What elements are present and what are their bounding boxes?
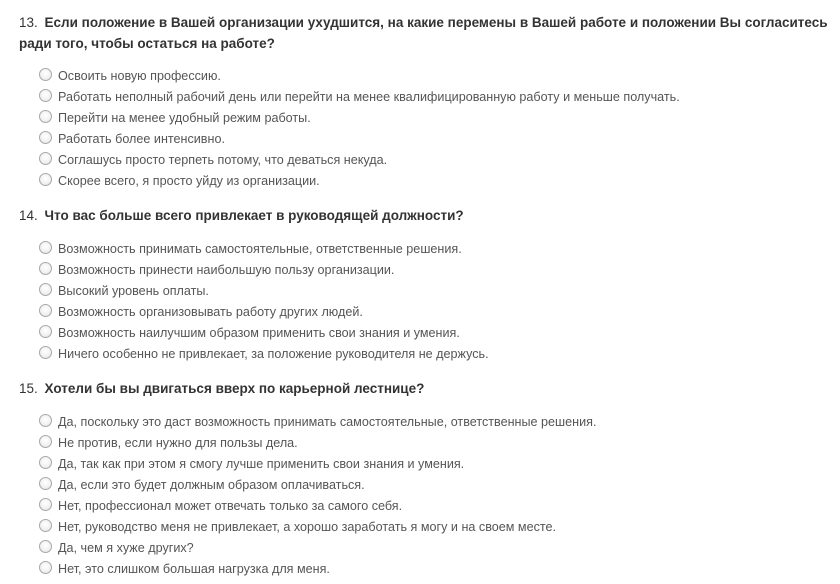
option-14-4[interactable]: [39, 301, 489, 322]
option-13-1[interactable]: [39, 65, 680, 86]
option-label: Освоить новую профессию.: [58, 68, 221, 83]
option-label: Да, чем я хуже других?: [58, 540, 194, 555]
option-label: Да, так как при этом я смогу лучше применить свои знания и умения.: [58, 456, 465, 471]
options-list-13: [39, 65, 680, 191]
radio-button[interactable]: [39, 498, 52, 511]
option-15-5[interactable]: [39, 495, 596, 516]
radio-button[interactable]: [39, 519, 52, 532]
question-number: 13.: [19, 15, 38, 30]
options-list-15: [39, 411, 596, 579]
option-label: Нет, руководство меня не привлекает, а хорошо заработать я могу и на своем месте.: [58, 519, 557, 534]
options-list-14: [39, 238, 489, 364]
option-14-2[interactable]: [39, 259, 489, 280]
radio-button[interactable]: [39, 283, 52, 296]
radio-button[interactable]: [39, 173, 52, 186]
radio-button[interactable]: [39, 325, 52, 338]
option-label: Возможность организовывать работу других людей.: [58, 304, 363, 319]
option-label: Соглашусь просто терпеть потому, что деваться некуда.: [58, 152, 388, 167]
option-label: Да, если это будет должным образом оплачиваться.: [58, 477, 365, 492]
option-15-8[interactable]: [39, 558, 596, 579]
option-label: Возможность принести наибольшую пользу организации.: [58, 262, 395, 277]
question-number: 15.: [19, 381, 38, 396]
radio-button[interactable]: [39, 435, 52, 448]
radio-button[interactable]: [39, 262, 52, 275]
option-label: Перейти на менее удобный режим работы.: [58, 110, 311, 125]
option-15-1[interactable]: [39, 411, 596, 432]
option-13-5[interactable]: [39, 149, 680, 170]
radio-button[interactable]: [39, 68, 52, 81]
option-14-6[interactable]: [39, 343, 489, 364]
radio-button[interactable]: [39, 304, 52, 317]
option-15-4[interactable]: [39, 474, 596, 495]
radio-button[interactable]: [39, 241, 52, 254]
option-13-3[interactable]: [39, 107, 680, 128]
option-13-4[interactable]: [39, 128, 680, 149]
radio-button[interactable]: [39, 89, 52, 102]
option-label: Работать более интенсивно.: [58, 131, 225, 146]
option-15-3[interactable]: [39, 453, 596, 474]
radio-button[interactable]: [39, 131, 52, 144]
option-13-2[interactable]: [39, 86, 680, 107]
radio-button[interactable]: [39, 346, 52, 359]
option-15-7[interactable]: [39, 537, 596, 558]
option-label: Нет, профессионал может отвечать только за самого себя.: [58, 498, 403, 513]
radio-button[interactable]: [39, 540, 52, 553]
option-label: Да, поскольку это даст возможность принимать самостоятельные, ответственные решения.: [58, 414, 597, 429]
option-14-1[interactable]: [39, 238, 489, 259]
option-label: Высокий уровень оплаты.: [58, 283, 209, 298]
question-title: [19, 378, 834, 399]
option-13-6[interactable]: [39, 170, 680, 191]
radio-button[interactable]: [39, 110, 52, 123]
option-14-5[interactable]: [39, 322, 489, 343]
option-label: Возможность наилучшим образом применить свои знания и умения.: [58, 325, 460, 340]
radio-button[interactable]: [39, 152, 52, 165]
option-14-3[interactable]: [39, 280, 489, 301]
question-text: Если положение в Вашей организации ухудшится, на какие перемены в Вашей работе и положении Вы согласитесь ради того, чтобы остаться на работе?: [19, 15, 828, 51]
question-number: 14.: [19, 208, 38, 223]
question-13: [19, 12, 834, 54]
question-text: Хотели бы вы двигаться вверх по карьерной лестнице?: [44, 381, 425, 396]
radio-button[interactable]: [39, 414, 52, 427]
option-label: Возможность принимать самостоятельные, ответственные решения.: [58, 241, 462, 256]
radio-button[interactable]: [39, 477, 52, 490]
question-title: [19, 205, 834, 226]
option-15-2[interactable]: [39, 432, 596, 453]
question-title: [19, 12, 834, 54]
option-label: Нет, это слишком большая нагрузка для меня.: [58, 561, 330, 576]
question-text: Что вас больше всего привлекает в руководящей должности?: [44, 208, 464, 223]
option-label: Работать неполный рабочий день или перейти на менее квалифицированную работу и меньше получать.: [58, 89, 680, 104]
option-label: Ничего особенно не привлекает, за положение руководителя не держусь.: [58, 346, 489, 361]
option-label: Скорее всего, я просто уйду из организации.: [58, 173, 320, 188]
question-15: [19, 378, 834, 399]
question-14: [19, 205, 834, 226]
option-label: Не против, если нужно для пользы дела.: [58, 435, 298, 450]
radio-button[interactable]: [39, 456, 52, 469]
option-15-6[interactable]: [39, 516, 596, 537]
radio-button[interactable]: [39, 561, 52, 574]
